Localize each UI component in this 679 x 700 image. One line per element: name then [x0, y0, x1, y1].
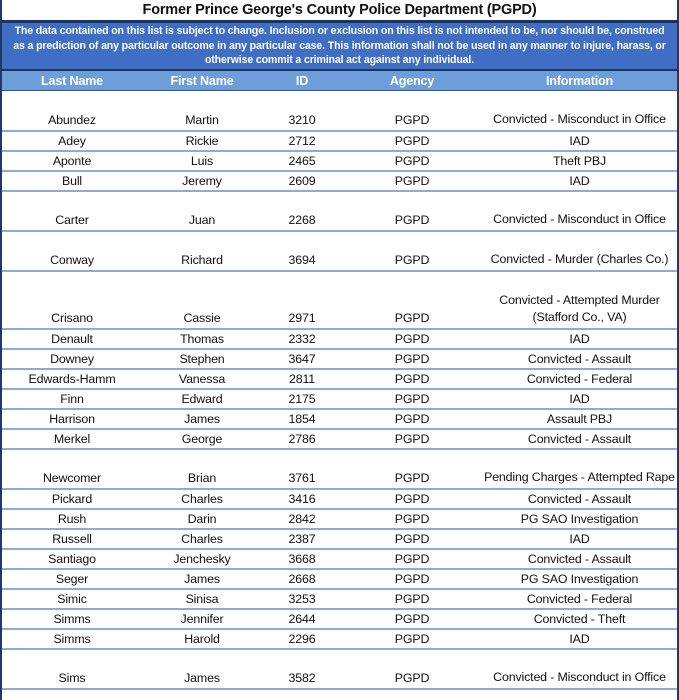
cell-id: 2712	[262, 131, 342, 151]
cell-id: 3416	[262, 489, 342, 509]
cell-id: 2175	[262, 389, 342, 409]
table-row	[2, 271, 677, 329]
cell-id: 2668	[262, 569, 342, 589]
table-row	[2, 329, 677, 349]
cell-agency: PGPD	[342, 589, 482, 609]
cell-agency: PGPD	[342, 649, 482, 689]
cell-first-name: Darin	[142, 509, 262, 529]
cell-last-name: Edwards-Hamm	[2, 369, 142, 389]
cell-first-name: Brian	[142, 449, 262, 489]
table-body	[2, 91, 677, 689]
cell-first-name: Martin	[142, 91, 262, 131]
cell-information: Assault PBJ	[482, 409, 677, 429]
column-header-id[interactable]: ID	[262, 71, 342, 91]
cell-first-name: Vanessa	[142, 369, 262, 389]
cell-agency: PGPD	[342, 349, 482, 369]
cell-first-name: Luis	[142, 151, 262, 171]
cell-last-name: Denault	[2, 329, 142, 349]
column-header-last-name[interactable]: Last Name	[2, 71, 142, 91]
cell-first-name: Edward	[142, 389, 262, 409]
cell-information: PG SAO Investigation	[482, 569, 677, 589]
cell-last-name: Sims	[2, 649, 142, 689]
cell-id: 3761	[262, 449, 342, 489]
cell-agency: PGPD	[342, 549, 482, 569]
cell-information: IAD	[482, 389, 677, 409]
cell-first-name: Rickie	[142, 131, 262, 151]
table-row	[2, 509, 677, 529]
cell-agency: PGPD	[342, 231, 482, 271]
cell-first-name: Thomas	[142, 329, 262, 349]
cell-information: Convicted - Theft	[482, 609, 677, 629]
cell-id: 2786	[262, 429, 342, 449]
column-header-information[interactable]: Information	[482, 71, 677, 91]
cell-last-name: Russell	[2, 529, 142, 549]
cell-id: 2387	[262, 529, 342, 549]
column-header-agency[interactable]: Agency	[342, 71, 482, 91]
document-title-bar	[2, 0, 677, 21]
table-header-row	[2, 71, 677, 91]
cell-id: 3694	[262, 231, 342, 271]
cell-last-name: Pickard	[2, 489, 142, 509]
cell-agency: PGPD	[342, 629, 482, 649]
cell-last-name: Aponte	[2, 151, 142, 171]
table-row	[2, 529, 677, 549]
cell-last-name: Carter	[2, 191, 142, 231]
cell-agency: PGPD	[342, 569, 482, 589]
cell-id: 2609	[262, 171, 342, 191]
cell-id: 2971	[262, 271, 342, 329]
cell-information: Convicted - Assault	[482, 489, 677, 509]
cell-agency: PGPD	[342, 131, 482, 151]
cell-last-name: Finn	[2, 389, 142, 409]
cell-information: IAD	[482, 131, 677, 151]
table-row	[2, 629, 677, 649]
cell-information: Theft PBJ	[482, 151, 677, 171]
cell-first-name: Sinisa	[142, 589, 262, 609]
cell-first-name: Richard	[142, 231, 262, 271]
cell-agency: PGPD	[342, 151, 482, 171]
cell-id: 3647	[262, 349, 342, 369]
cell-last-name: Seger	[2, 569, 142, 589]
table-row	[2, 191, 677, 231]
cell-id: 2332	[262, 329, 342, 349]
cell-information: Convicted - Assault	[482, 349, 677, 369]
cell-agency: PGPD	[342, 191, 482, 231]
cell-information: Convicted - Attempted Murder (Stafford Co., VA)	[482, 271, 677, 329]
cell-agency: PGPD	[342, 271, 482, 329]
table-row	[2, 171, 677, 191]
table-row	[2, 609, 677, 629]
cell-last-name: Harrison	[2, 409, 142, 429]
table-row	[2, 91, 677, 131]
cell-information: IAD	[482, 171, 677, 191]
cell-last-name: Santiago	[2, 549, 142, 569]
cell-agency: PGPD	[342, 509, 482, 529]
cell-first-name: Juan	[142, 191, 262, 231]
cell-agency: PGPD	[342, 171, 482, 191]
cell-first-name: James	[142, 569, 262, 589]
cell-information: Convicted - Misconduct in Office	[482, 191, 677, 231]
cell-id: 3582	[262, 649, 342, 689]
cell-id: 3210	[262, 91, 342, 131]
cell-information: Convicted - Federal	[482, 589, 677, 609]
table-row	[2, 489, 677, 509]
cell-first-name: Charles	[142, 489, 262, 509]
table-row	[2, 151, 677, 171]
table-row	[2, 569, 677, 589]
cell-agency: PGPD	[342, 429, 482, 449]
cell-information: Convicted - Assault	[482, 549, 677, 569]
cell-id: 2842	[262, 509, 342, 529]
cell-last-name: Newcomer	[2, 449, 142, 489]
table-row	[2, 231, 677, 271]
cell-last-name: Crisano	[2, 271, 142, 329]
cell-agency: PGPD	[342, 369, 482, 389]
cell-agency: PGPD	[342, 91, 482, 131]
table-row	[2, 409, 677, 429]
table-row	[2, 389, 677, 409]
cell-last-name: Rush	[2, 509, 142, 529]
cell-agency: PGPD	[342, 489, 482, 509]
cell-id: 2644	[262, 609, 342, 629]
cell-last-name: Bull	[2, 171, 142, 191]
cell-first-name: Charles	[142, 529, 262, 549]
cell-first-name: James	[142, 409, 262, 429]
cell-id: 3253	[262, 589, 342, 609]
cell-first-name: Jeremy	[142, 171, 262, 191]
cell-id: 2465	[262, 151, 342, 171]
disclaimer-banner	[2, 21, 677, 71]
cell-last-name: Merkel	[2, 429, 142, 449]
cell-last-name: Abundez	[2, 91, 142, 131]
table-header	[2, 71, 677, 91]
cell-agency: PGPD	[342, 609, 482, 629]
cell-agency: PGPD	[342, 329, 482, 349]
cell-first-name: Stephen	[142, 349, 262, 369]
cell-last-name: Conway	[2, 231, 142, 271]
cell-last-name: Simic	[2, 589, 142, 609]
table-row	[2, 349, 677, 369]
cell-information: Convicted - Misconduct in Office	[482, 649, 677, 689]
cell-information: Pending Charges - Attempted Rape	[482, 449, 677, 489]
cell-first-name: Harold	[142, 629, 262, 649]
cell-information: IAD	[482, 529, 677, 549]
cell-agency: PGPD	[342, 389, 482, 409]
table-row	[2, 449, 677, 489]
cell-information: Convicted - Murder (Charles Co.)	[482, 231, 677, 271]
page-title: Former Prince George's County Police Department (PGPD)	[142, 2, 537, 18]
table-row	[2, 369, 677, 389]
cell-last-name: Adey	[2, 131, 142, 151]
cell-id: 2268	[262, 191, 342, 231]
cell-first-name: James	[142, 649, 262, 689]
cell-information: IAD	[482, 329, 677, 349]
disclaimer-text: The data contained on this list is subject to change. Inclusion or exclusion on this list is not intended to be, nor should be, construed as a prediction of any particular outcome in any particular case. This information shall not be used in any manner to injure, harass, or otherwise commit a criminal act against any individual.	[13, 25, 666, 67]
cell-last-name: Simms	[2, 629, 142, 649]
cell-first-name: Jennifer	[142, 609, 262, 629]
cell-first-name: Jenchesky	[142, 549, 262, 569]
cell-information: Convicted - Misconduct in Office	[482, 91, 677, 131]
cell-first-name: George	[142, 429, 262, 449]
table-row	[2, 549, 677, 569]
cell-id: 3668	[262, 549, 342, 569]
cell-agency: PGPD	[342, 409, 482, 429]
cell-id: 1854	[262, 409, 342, 429]
cell-information: Convicted - Assault	[482, 429, 677, 449]
cell-information: PG SAO Investigation	[482, 509, 677, 529]
officers-table	[2, 71, 677, 690]
cell-id: 2811	[262, 369, 342, 389]
table-row	[2, 589, 677, 609]
table-row	[2, 131, 677, 151]
cell-agency: PGPD	[342, 529, 482, 549]
table-row	[2, 429, 677, 449]
cell-id: 2296	[262, 629, 342, 649]
cell-information: IAD	[482, 629, 677, 649]
cell-last-name: Simms	[2, 609, 142, 629]
cell-last-name: Downey	[2, 349, 142, 369]
cell-first-name: Cassie	[142, 271, 262, 329]
table-row	[2, 649, 677, 689]
cell-information: Convicted - Federal	[482, 369, 677, 389]
column-header-first-name[interactable]: First Name	[142, 71, 262, 91]
cell-agency: PGPD	[342, 449, 482, 489]
